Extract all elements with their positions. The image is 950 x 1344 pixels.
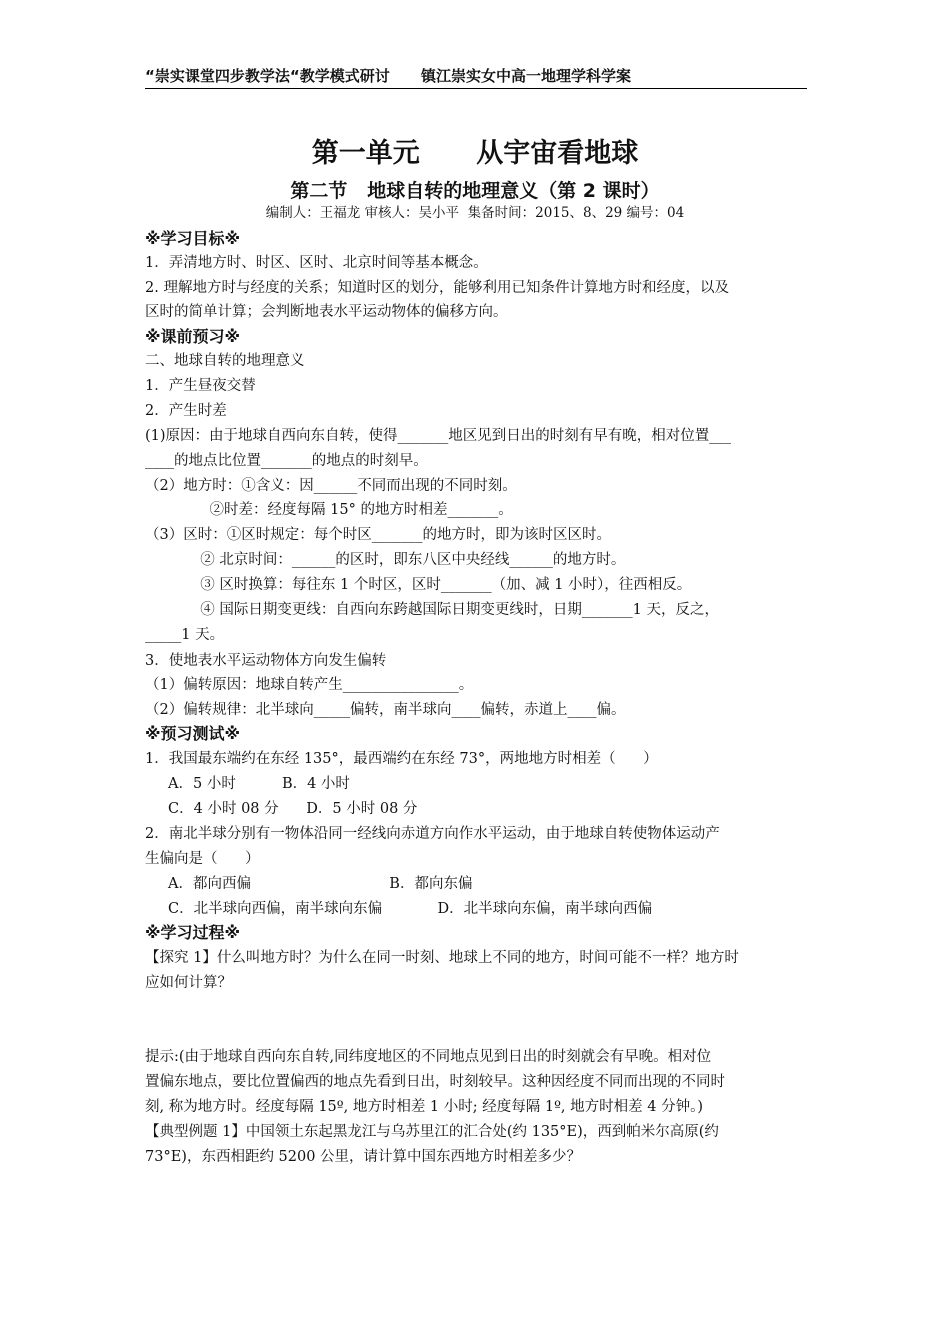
goal-item: 2. 理解地方时与经度的关系；知道时区的划分，能够利用已知条件计算地方时和经度，以及 xyxy=(145,280,729,296)
goals-heading: ※学习目标※ xyxy=(145,229,241,248)
test-line: 生偏向是（ ） xyxy=(145,851,260,867)
preview-line: (1)原因：由于地球自西向东自转，使得_______地区见到日出的时刻有早有晚，相对位置___ xyxy=(145,428,732,444)
test-line: C．4 小时 08 分 D．5 小时 08 分 xyxy=(145,801,418,817)
meta-info: 编制人：王福龙 审核人：吴小平 集备时间：2015、8、29 编号：04 xyxy=(265,205,685,221)
preview-line: （2）偏转规律：北半球向_____偏转，南半球向____偏转，赤道上____偏。 xyxy=(145,702,626,718)
preview-line: 3．使地表水平运动物体方向发生偏转 xyxy=(145,653,387,669)
test-line: A．5 小时 B．4 小时 xyxy=(145,776,350,792)
goal-item: 区时的简单计算；会判断地表水平运动物体的偏移方向。 xyxy=(145,304,508,320)
process-heading: ※学习过程※ xyxy=(145,923,241,942)
goal-item: 1．弄清地方时、时区、区时、北京时间等基本概念。 xyxy=(145,255,488,271)
preview-line: 二、地球自转的地理意义 xyxy=(145,353,305,369)
preview-line: ④ 国际日期变更线：自西向东跨越国际日期变更线时，日期_______1 天，反之， xyxy=(145,602,720,618)
hint-line: 提示:(由于地球自西向东自转,同纬度地区的不同地点见到日出的时刻就会有早晚。相对位 xyxy=(145,1049,712,1065)
test-line: 2．南北半球分别有一物体沿同一经线向赤道方向作水平运动，由于地球自转使物体运动产 xyxy=(145,826,720,842)
hint-line: 置偏东地点，要比位置偏西的地点先看到日出，时刻较早。这种因经度不同而出现的不同时 xyxy=(145,1074,725,1090)
preview-heading: ※课前预习※ xyxy=(145,327,241,346)
test-heading: ※预习测试※ xyxy=(145,724,241,743)
hint-line: 刻, 称为地方时。经度每隔 15º, 地方时相差 1 小时; 经度每隔 1º, 地方时相差 4 分钟。) xyxy=(145,1099,703,1115)
test-line: 1．我国最东端约在东经 135°，最西端约在东经 73°，两地地方时相差（ ） xyxy=(145,751,658,767)
example-line: 73°E)，东西相距约 5200 公里，请计算中国东西地方时相差多少？ xyxy=(145,1149,582,1165)
preview-line: （1）偏转原因：地球自转产生________________。 xyxy=(145,677,474,693)
section-title: 第二节 地球自转的地理意义（第 2 课时） xyxy=(290,180,660,202)
preview-line: ②时差：经度每隔 15° 的地方时相差_______。 xyxy=(145,502,513,518)
test-line: A．都向西偏 B．都向东偏 xyxy=(145,876,473,892)
example-line: 【典型例题 1】中国领土东起黑龙江与乌苏里江的汇合处(约 135°E)，西到帕米尔高原(约 xyxy=(145,1124,719,1140)
preview-line: 2．产生时差 xyxy=(145,403,227,419)
process-line: 【探究 1】什么叫地方时？为什么在同一时刻、地球上不同的地方，时间可能不一样？地方时 xyxy=(145,950,739,966)
preview-line: _____1 天。 xyxy=(145,627,225,643)
unit-title: 第一单元 从宇宙看地球 xyxy=(311,138,639,169)
process-line: 应如何计算？ xyxy=(145,975,232,991)
preview-line: 1．产生昼夜交替 xyxy=(145,378,256,394)
preview-line: ____的地点比位置_______的地点的时刻早。 xyxy=(145,453,428,469)
page-header: “崇实课堂四步教学法“教学模式研讨 镇江崇实女中高一地理学科学案 xyxy=(145,66,807,89)
preview-line: ③ 区时换算：每往东 1 个时区，区时_______（加、减 1 小时），往西相反。 xyxy=(145,577,692,593)
preview-line: （2）地方时：①含义：因______不同而出现的不同时刻。 xyxy=(145,478,517,494)
preview-line: （3）区时：①区时规定：每个时区_______的地方时，即为该时区区时。 xyxy=(145,527,611,543)
test-line: C．北半球向西偏，南半球向东偏 D．北半球向东偏，南半球向西偏 xyxy=(145,901,653,917)
preview-line: ② 北京时间：______的区时，即东八区中央经线______的地方时。 xyxy=(145,552,626,568)
